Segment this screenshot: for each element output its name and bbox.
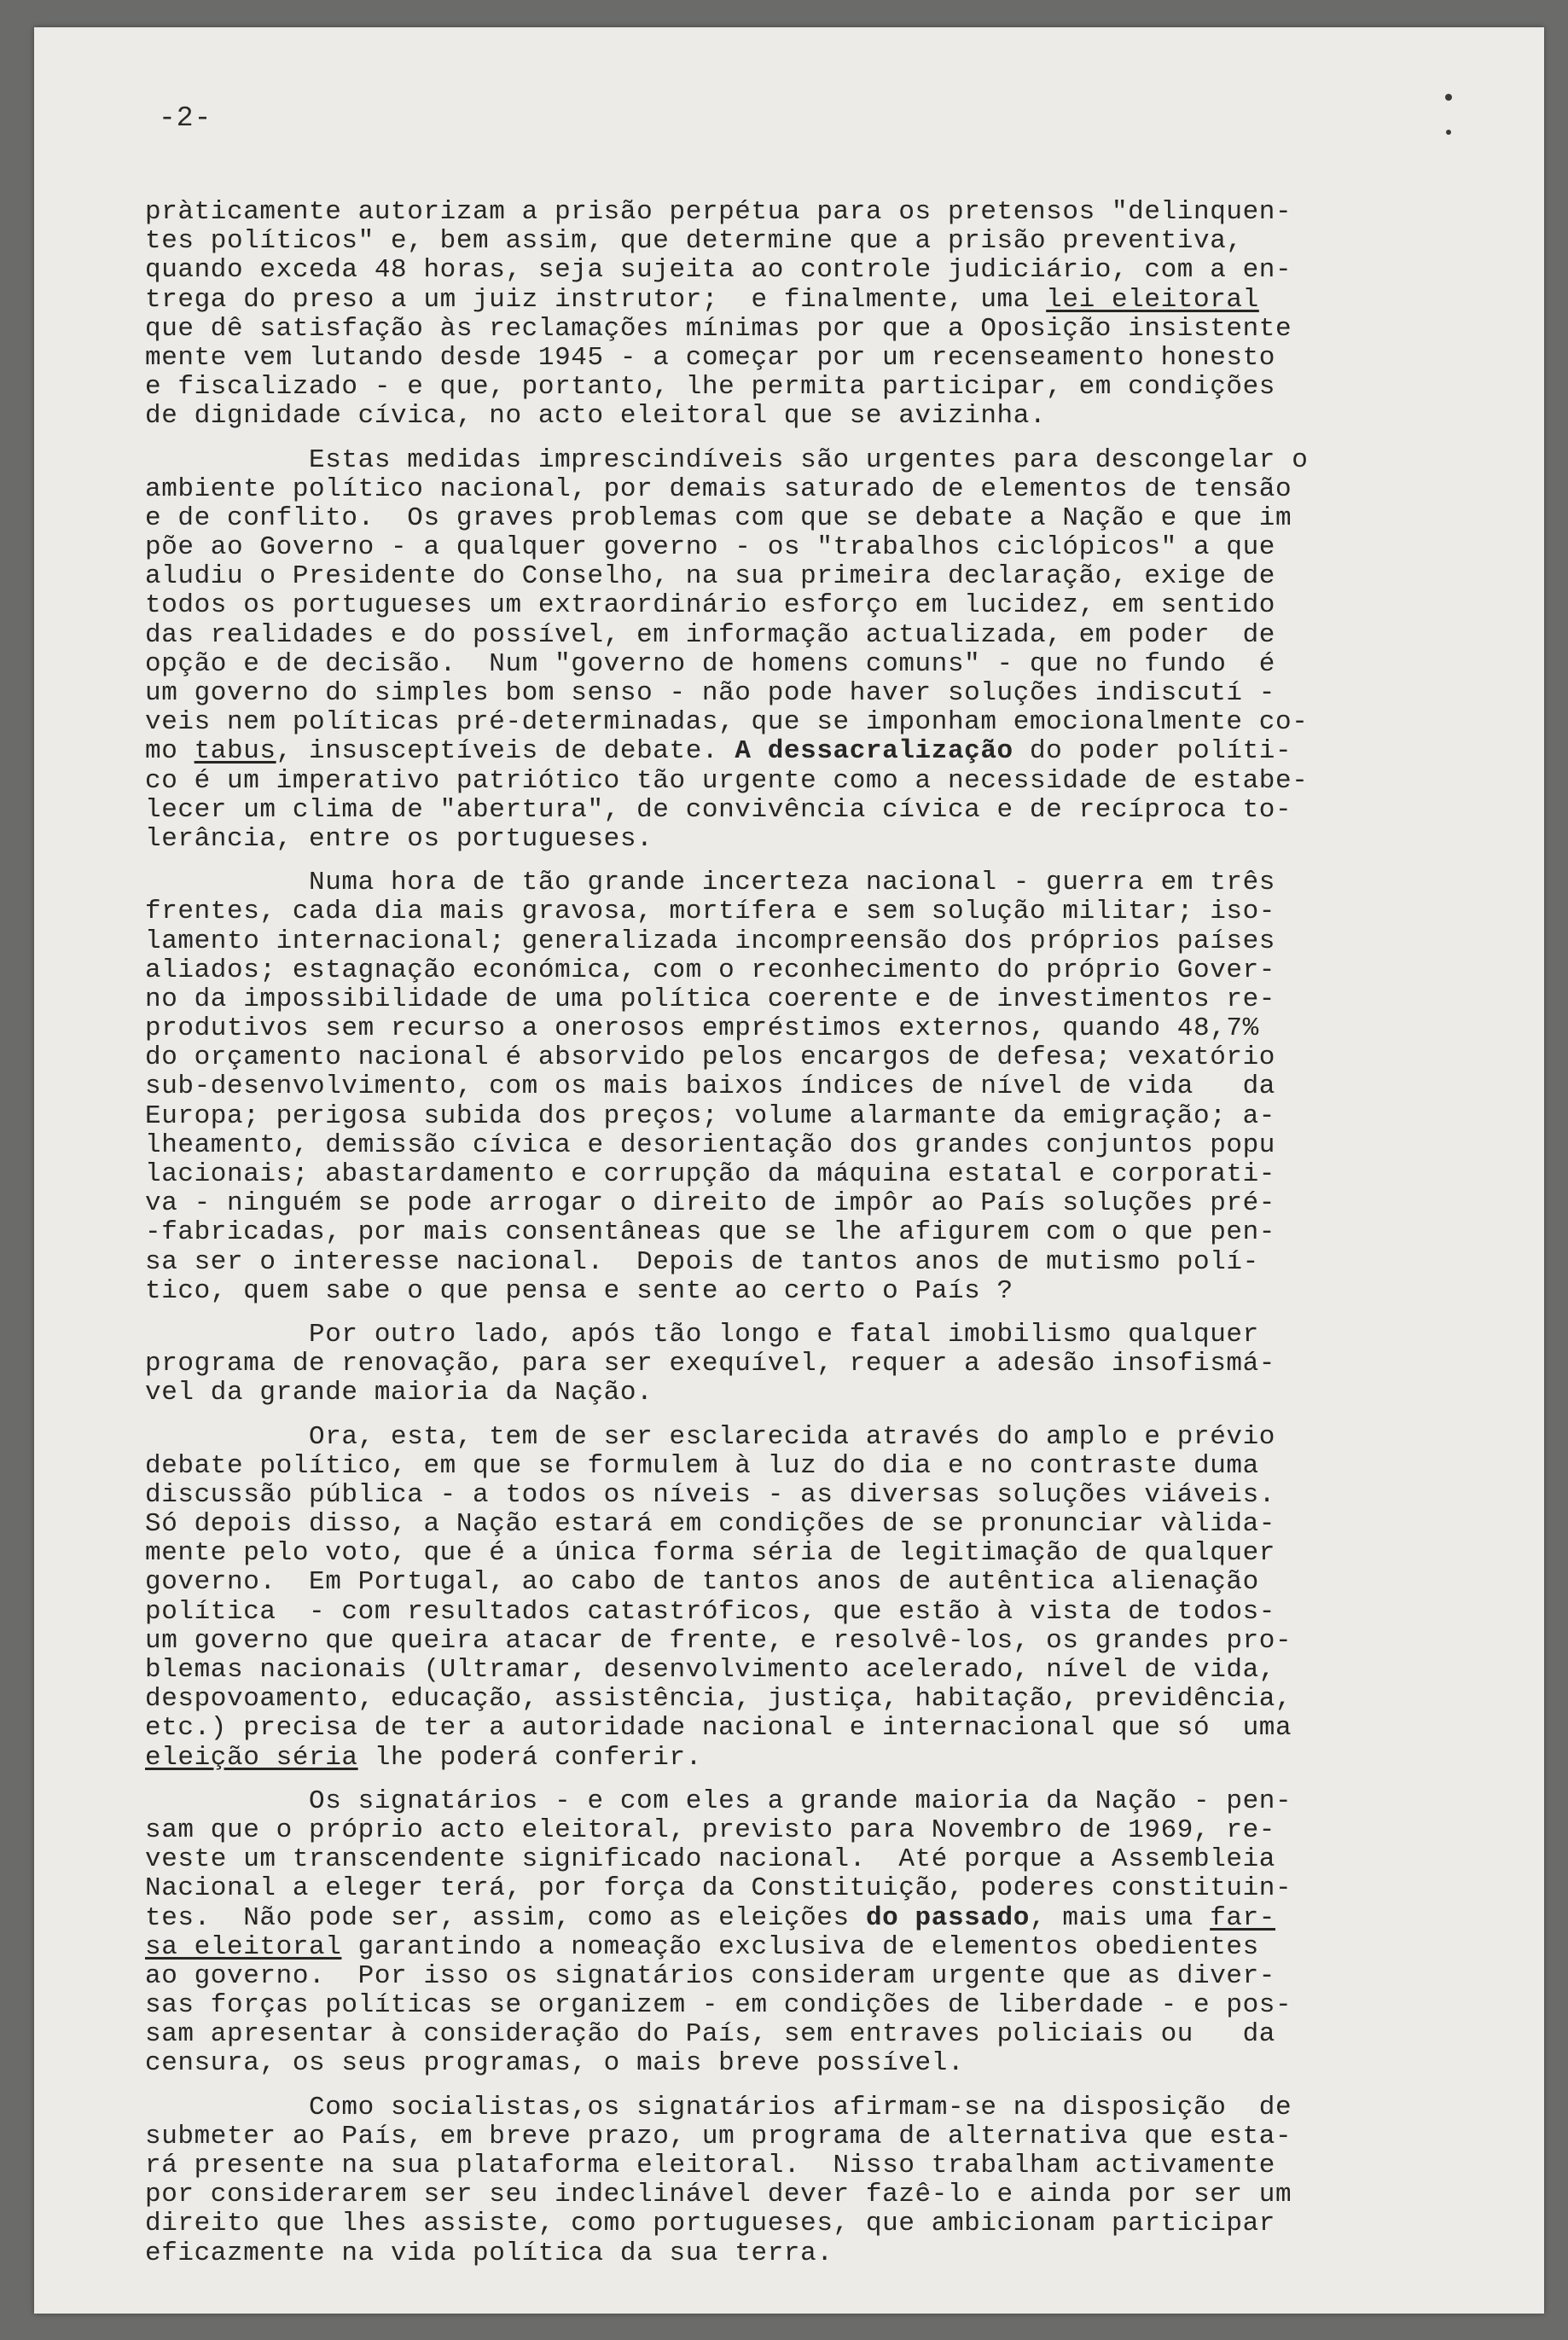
document-body: [145, 198, 1373, 2283]
text-line: [145, 1933, 1373, 1962]
text-line: [145, 504, 1373, 533]
underlined-text: eleição séria: [145, 1742, 358, 1773]
text-line: [145, 708, 1373, 737]
text-line: [145, 1991, 1373, 2020]
ink-dot: [1445, 94, 1452, 101]
text-line: [145, 1627, 1373, 1656]
text-line: [145, 591, 1373, 620]
text-line: [145, 956, 1373, 985]
text-segment: tico, quem sabe o que pensa e sente ao certo o País ?: [145, 1275, 1013, 1306]
text-line: [145, 1160, 1373, 1189]
text-segment: Os signatários - e com eles a grande maioria da Nação - pen-: [145, 1785, 1292, 1816]
text-segment: debate político, em que se formulem à luz do dia e no contraste duma: [145, 1450, 1259, 1481]
text-line: [145, 1598, 1373, 1627]
text-segment: eficazmente na vida política da sua terra.: [145, 2238, 833, 2268]
text-segment: sa ser o interesse nacional. Depois de tantos anos de mutismo polí-: [145, 1246, 1259, 1277]
underlined-text: lei eleitoral: [1046, 284, 1259, 315]
text-segment: direito que lhes assiste, como portugueses, que ambicionam participar: [145, 2209, 1276, 2239]
ink-dot: [1446, 130, 1451, 135]
text-segment: Só depois disso, a Nação estará em condições de se pronunciar vàlida-: [145, 1509, 1276, 1540]
text-segment: lerância, entre os portugueses.: [145, 823, 653, 854]
text-line: [145, 868, 1373, 897]
text-line: [145, 1510, 1373, 1539]
text-segment: tes políticos" e, bem assim, que determine que a prisão preventiva,: [145, 226, 1243, 257]
text-segment: opção e de decisão. Num "governo de homens comuns" - que no fundo é: [145, 648, 1276, 679]
text-segment: , mais uma: [1029, 1902, 1211, 1933]
text-segment: Europa; perigosa subida dos preços; volume alarmante da emigração; a-: [145, 1100, 1276, 1131]
text-line: [145, 679, 1373, 708]
text-line: [145, 1656, 1373, 1685]
underlined-text: far-: [1210, 1902, 1276, 1933]
text-segment: submeter ao País, em breve prazo, um programa de alternativa que esta-: [145, 2121, 1292, 2151]
text-segment: sam que o próprio acto eleitoral, previsto para Novembro de 1969, re-: [145, 1815, 1276, 1845]
text-line: [145, 1816, 1373, 1845]
text-line: [145, 2049, 1373, 2078]
page-number: -2-: [159, 102, 212, 134]
document-page: [34, 27, 1544, 2314]
text-segment: rá presente na sua plataforma eleitoral. Nisso trabalham activamente: [145, 2151, 1276, 2180]
text-segment: um governo que queira atacar de frente, e resolvê-los, os grandes pro-: [145, 1625, 1292, 1656]
text-line: [145, 344, 1373, 373]
underlined-text: tabus: [194, 736, 276, 767]
text-segment: mente pelo voto, que é a única forma séria de legitimação de qualquer: [145, 1538, 1276, 1569]
text-line: [145, 475, 1373, 504]
text-line: [145, 2020, 1373, 2049]
text-segment: todos os portugueses um extraordinário esforço em lucidez, em sentido: [145, 590, 1276, 621]
text-segment: Nacional a eleger terá, por força da Constituição, poderes constituin-: [145, 1873, 1292, 1904]
text-segment: produtivos sem recurso a onerosos empréstimos externos, quando 48,7%: [145, 1013, 1259, 1044]
text-line: [145, 1568, 1373, 1597]
text-segment: do poder políti-: [1013, 736, 1292, 767]
text-segment: tes. Não pode ser, assim, como as eleições: [145, 1902, 866, 1933]
text-segment: blemas nacionais (Ultramar, desenvolvimento acelerado, nível de vida,: [145, 1655, 1276, 1685]
paragraph: [145, 198, 1373, 432]
text-line: [145, 1102, 1373, 1131]
text-line: [145, 1787, 1373, 1816]
text-segment: aliados; estagnação económica, com o reconhecimento do próprio Gover-: [145, 955, 1276, 985]
text-line: [145, 650, 1373, 679]
text-segment: ambiente político nacional, por demais saturado de elementos de tensão: [145, 473, 1292, 504]
text-line: [145, 1452, 1373, 1481]
paragraph: [145, 1321, 1373, 1408]
text-line: [145, 533, 1373, 562]
text-segment: etc.) precisa de ter a autoridade nacional e internacional que só uma: [145, 1713, 1292, 1744]
text-line: [145, 796, 1373, 825]
text-line: [145, 1350, 1373, 1379]
text-segment: vel da grande maioria da Nação.: [145, 1378, 653, 1408]
text-line: [145, 1131, 1373, 1160]
text-line: [145, 286, 1373, 315]
text-segment: um governo do simples bom senso - não pode haver soluções indiscutí -: [145, 678, 1276, 708]
text-line: [145, 1014, 1373, 1043]
text-segment: Estas medidas imprescindíveis são urgentes para descongelar o: [145, 444, 1309, 475]
text-line: [145, 737, 1373, 766]
text-segment: discussão pública - a todos os níveis - as diversas soluções viáveis.: [145, 1479, 1276, 1510]
text-line: [145, 2180, 1373, 2209]
text-line: [145, 1072, 1373, 1101]
text-line: [145, 256, 1373, 285]
text-line: [145, 1043, 1373, 1072]
text-segment: programa de renovação, para ser exequível, requer a adesão insofismá-: [145, 1349, 1276, 1379]
text-segment: de dignidade cívica, no acto eleitoral que se avizinha.: [145, 401, 1047, 432]
text-line: [145, 621, 1373, 650]
text-line: [145, 1423, 1373, 1452]
text-segment: pràticamente autorizam a prisão perpétua para os pretensos "delinquen-: [145, 197, 1292, 227]
text-line: [145, 1845, 1373, 1874]
text-segment: censura, os seus programas, o mais breve possível.: [145, 2048, 965, 2079]
text-line: [145, 1321, 1373, 1350]
text-line: [145, 927, 1373, 956]
text-segment: frentes, cada dia mais gravosa, mortífera e sem solução militar; iso-: [145, 897, 1276, 927]
text-segment: lecer um clima de "abertura", de convivência cívica e de recíproca to-: [145, 794, 1292, 825]
paragraph: [145, 2093, 1373, 2268]
text-segment: Numa hora de tão grande incerteza nacional - guerra em três: [145, 868, 1276, 898]
text-segment: lhe poderá conferir.: [357, 1742, 702, 1773]
text-line: [145, 1874, 1373, 1903]
text-segment: co é um imperativo patriótico tão urgente como a necessidade de estabe-: [145, 765, 1309, 796]
text-segment: das realidades e do possível, em informação actualizada, em poder de: [145, 619, 1276, 650]
text-segment: mente vem lutando desde 1945 - a começar por um recenseamento honesto: [145, 342, 1276, 373]
text-line: [145, 227, 1373, 256]
text-segment: despovoamento, educação, assistência, justiça, habitação, previdência,: [145, 1684, 1292, 1715]
paragraph: [145, 1787, 1373, 2079]
text-segment: política - com resultados catastróficos, que estão à vista de todos-: [145, 1596, 1276, 1627]
text-line: [145, 985, 1373, 1014]
text-line: [145, 446, 1373, 475]
text-segment: mo: [145, 736, 195, 767]
text-segment: garantindo a nomeação exclusiva de elementos obedientes: [341, 1931, 1259, 1962]
text-line: [145, 897, 1373, 926]
paragraph: [145, 1423, 1373, 1773]
text-line: [145, 1685, 1373, 1714]
text-line: [145, 198, 1373, 227]
emphasized-text: A dessacralização: [735, 736, 1013, 767]
text-segment: trega do preso a um juiz instrutor; e finalmente, uma: [145, 284, 1047, 315]
text-line: [145, 2209, 1373, 2238]
text-line: [145, 1481, 1373, 1510]
text-segment: e fiscalizado - e que, portanto, lhe permita participar, em condições: [145, 372, 1276, 403]
underlined-text: sa eleitoral: [145, 1931, 342, 1962]
text-segment: -fabricadas, por mais consentâneas que se lhe afigurem com o que pen-: [145, 1217, 1276, 1248]
text-segment: e de conflito. Os graves problemas com que se debate a Nação e que im: [145, 502, 1292, 533]
text-segment: por considerarem ser seu indeclinável dever fazê-lo e ainda por ser um: [145, 2180, 1292, 2210]
text-segment: Ora, esta, tem de ser esclarecida através do amplo e prévio: [145, 1421, 1276, 1452]
paragraph: [145, 868, 1373, 1306]
text-line: [145, 562, 1373, 591]
text-line: [145, 402, 1373, 431]
text-line: [145, 1714, 1373, 1743]
text-segment: lacionais; abastardamento e corrupção da máquina estatal e corporati-: [145, 1159, 1276, 1189]
text-segment: veste um transcendente significado nacional. Até porque a Assembleia: [145, 1844, 1276, 1875]
text-line: [145, 1962, 1373, 1991]
text-line: [145, 1744, 1373, 1773]
text-line: [145, 1379, 1373, 1408]
text-segment: governo. Em Portugal, ao cabo de tantos anos de autêntica alienação: [145, 1567, 1259, 1598]
text-segment: sas forças políticas se organizem - em condições de liberdade - e pos-: [145, 1990, 1292, 2021]
text-line: [145, 1904, 1373, 1933]
text-line: [145, 1248, 1373, 1277]
text-line: [145, 1189, 1373, 1218]
text-segment: quando exceda 48 horas, seja sujeita ao controle judiciário, com a en-: [145, 255, 1292, 286]
text-segment: sam apresentar à consideração do País, sem entraves policiais ou da: [145, 2019, 1276, 2050]
text-line: [145, 2093, 1373, 2122]
text-line: [145, 2151, 1373, 2180]
text-segment: ao governo. Por isso os signatários consideram urgente que as diver-: [145, 1960, 1276, 1991]
text-line: [145, 825, 1373, 854]
text-segment: , insusceptíveis de debate.: [276, 736, 735, 767]
text-segment: que dê satisfação às reclamações mínimas por que a Oposição insistente: [145, 313, 1292, 344]
text-line: [145, 1218, 1373, 1247]
text-line: [145, 315, 1373, 344]
text-segment: veis nem políticas pré-determinadas, que se imponham emocionalmente co-: [145, 707, 1309, 738]
text-segment: no da impossibilidade de uma política coerente e de investimentos re-: [145, 984, 1276, 1014]
text-segment: Por outro lado, após tão longo e fatal imobilismo qualquer: [145, 1319, 1259, 1350]
text-segment: do orçamento nacional é absorvido pelos encargos de defesa; vexatório: [145, 1042, 1276, 1073]
text-segment: lheamento, demissão cívica e desorientação dos grandes conjuntos popu: [145, 1129, 1276, 1160]
text-line: [145, 2239, 1373, 2268]
text-line: [145, 2122, 1373, 2151]
text-line: [145, 373, 1373, 402]
paragraph: [145, 446, 1373, 855]
text-segment: aludiu o Presidente do Conselho, na sua primeira declaração, exige de: [145, 561, 1276, 592]
text-line: [145, 1539, 1373, 1568]
emphasized-text: do passado: [865, 1902, 1030, 1933]
text-segment: va - ninguém se pode arrogar o direito de impôr ao País soluções pré-: [145, 1188, 1276, 1219]
text-segment: Como socialistas,os signatários afirmam-se na disposição de: [145, 2092, 1292, 2122]
text-segment: sub-desenvolvimento, com os mais baixos índices de nível de vida da: [145, 1071, 1276, 1102]
text-line: [145, 1277, 1373, 1306]
text-line: [145, 767, 1373, 796]
text-segment: lamento internacional; generalizada incompreensão dos próprios países: [145, 926, 1276, 956]
text-segment: põe ao Governo - a qualquer governo - os "trabalhos ciclópicos" a que: [145, 532, 1276, 563]
